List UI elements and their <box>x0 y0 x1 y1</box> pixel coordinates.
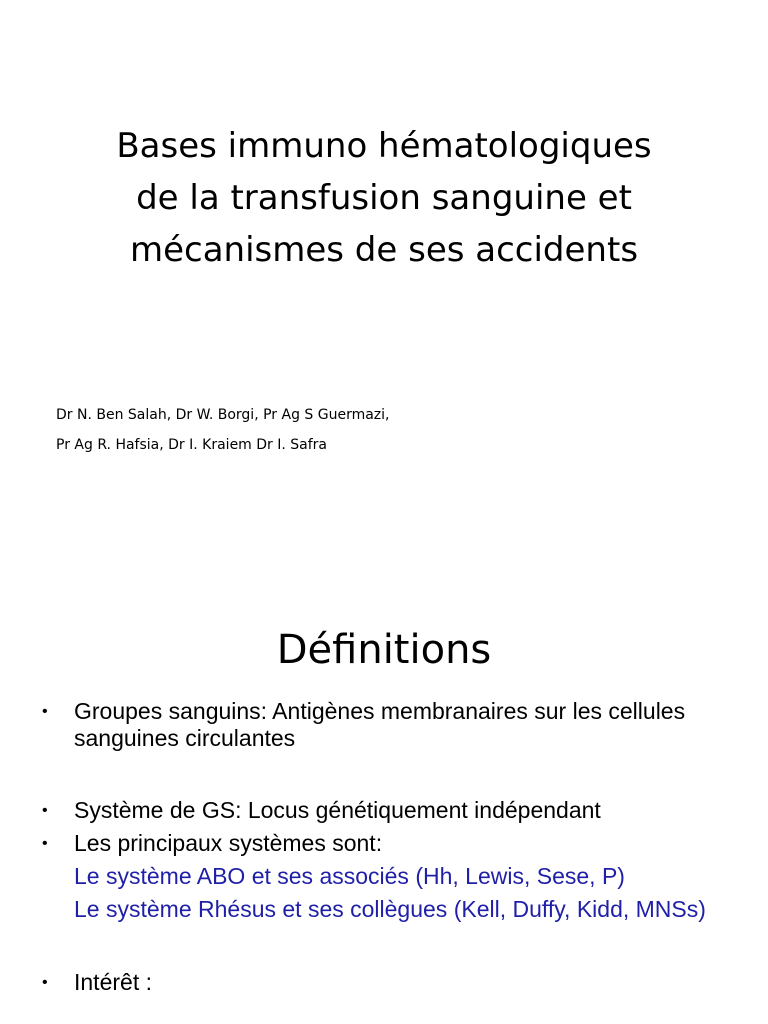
bullet-item <box>40 698 740 752</box>
bullet-list <box>40 698 740 996</box>
sub-item-abo: Le système ABO et ses associés (Hh, Lewis, Sese, P) <box>74 863 625 889</box>
authors-line-2: Pr Ag R. Hafsia, Dr I. Kraiem Dr I. Safra <box>56 437 328 453</box>
bullet-dot-icon: • <box>42 703 48 720</box>
bullet-text: Intérêt : <box>74 969 152 995</box>
bullet-dot-icon: • <box>42 835 48 852</box>
bullet-dot-icon: • <box>42 974 48 991</box>
authors-line-1: Dr N. Ben Salah, Dr W. Borgi, Pr Ag S Guermazi, <box>56 407 390 423</box>
authors-block <box>56 400 390 460</box>
title-line-2: de la transfusion sanguine et <box>136 178 632 218</box>
title-line-3: mécanismes de ses accidents <box>129 230 639 270</box>
bullet-item <box>40 797 740 824</box>
title-line-1: Bases immuno hématologiques <box>116 126 652 166</box>
bullet-text: Groupes sanguins: Antigènes membranaires sur les cellules sanguines circulantes <box>74 698 686 751</box>
bullet-dot-icon: • <box>42 802 48 819</box>
sub-item-rhesus: Le système Rhésus et ses collègues (Kell, Duffy, Kidd, MNSs) <box>74 896 706 922</box>
slide-heading: Définitions <box>276 627 492 673</box>
bullet-item <box>40 969 740 996</box>
slide-title <box>40 120 728 276</box>
bullet-text: Les principaux systèmes sont: <box>74 830 383 856</box>
definitions-slide <box>0 580 768 1024</box>
bullet-item <box>40 830 740 857</box>
bullet-text: Système de GS: Locus génétiquement indépendant <box>74 797 601 823</box>
